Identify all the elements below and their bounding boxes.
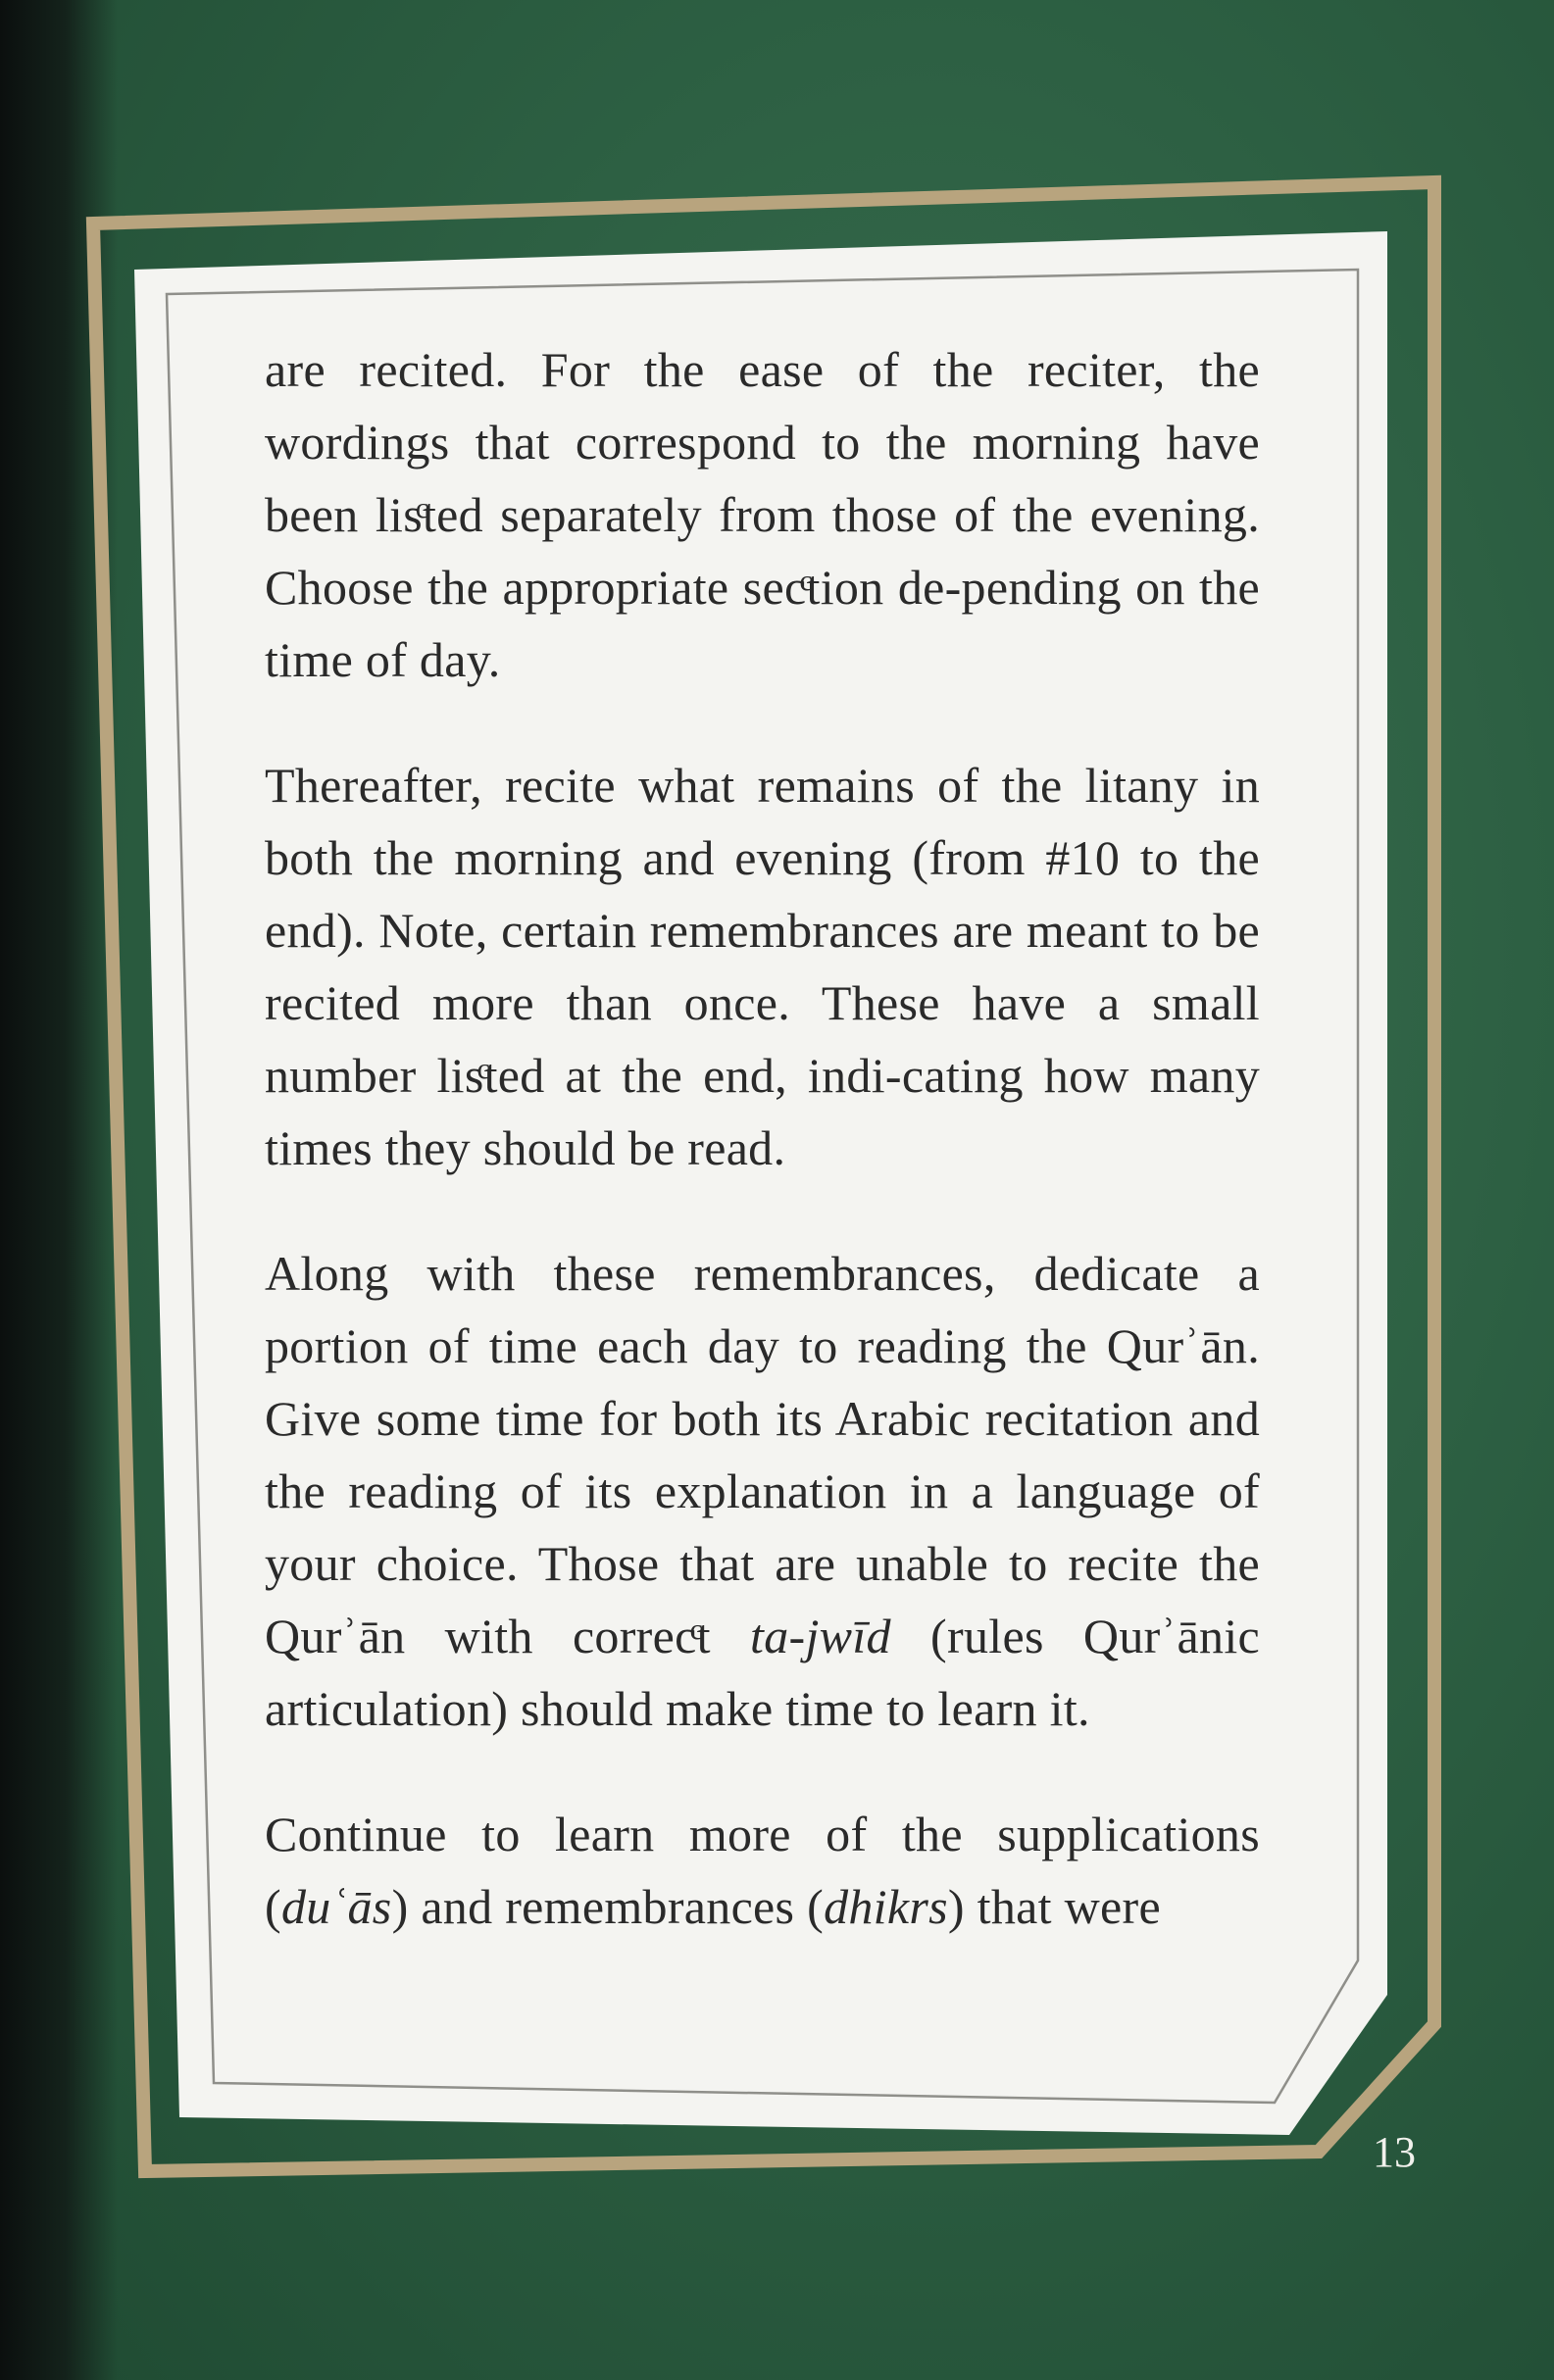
body-text <box>265 333 1260 1996</box>
text-run: ) and remembrances ( <box>391 1879 825 1934</box>
text-run: Along with these remembrances, dedicate a portion of time each day to reading the Qurʾān. Give some time for both its Arabic recitation and the reading of its explanation in a language of your choice. Those that are unable to recite the Qurʾān with correcͨt <box>265 1246 1260 1663</box>
text-run: are recited. For the ease of the reciter, the wordings that correspond to the morning have been lisͨted separately from those of the evening. Choose the appropriate secͨtion de-pending on the time of day. <box>265 342 1260 687</box>
italic-term: ta-jwīd <box>750 1609 891 1663</box>
text-run: Continue to learn more of the supplications ( <box>265 1807 1260 1934</box>
text-run: ) that were <box>947 1879 1161 1934</box>
paragraph-2 <box>265 749 1260 1184</box>
paragraph-1 <box>265 333 1260 696</box>
text-run: Thereafter, recite what remains of the litany in both the morning and evening (from #10 to the end). Note, certain remembrances are meant to be recited more than once. These have a small number lisͨted at the end, indi-cating how many times they should be read. <box>265 758 1260 1175</box>
italic-term: duʿās <box>280 1879 392 1934</box>
text-run: (rules Qurʾānic articulation) should make time to learn it. <box>265 1609 1261 1736</box>
page-number: 13 <box>1373 2128 1416 2176</box>
paragraph-3 <box>265 1237 1260 1745</box>
paragraph-4 <box>265 1798 1260 1943</box>
italic-term: dhikrs <box>824 1879 948 1934</box>
